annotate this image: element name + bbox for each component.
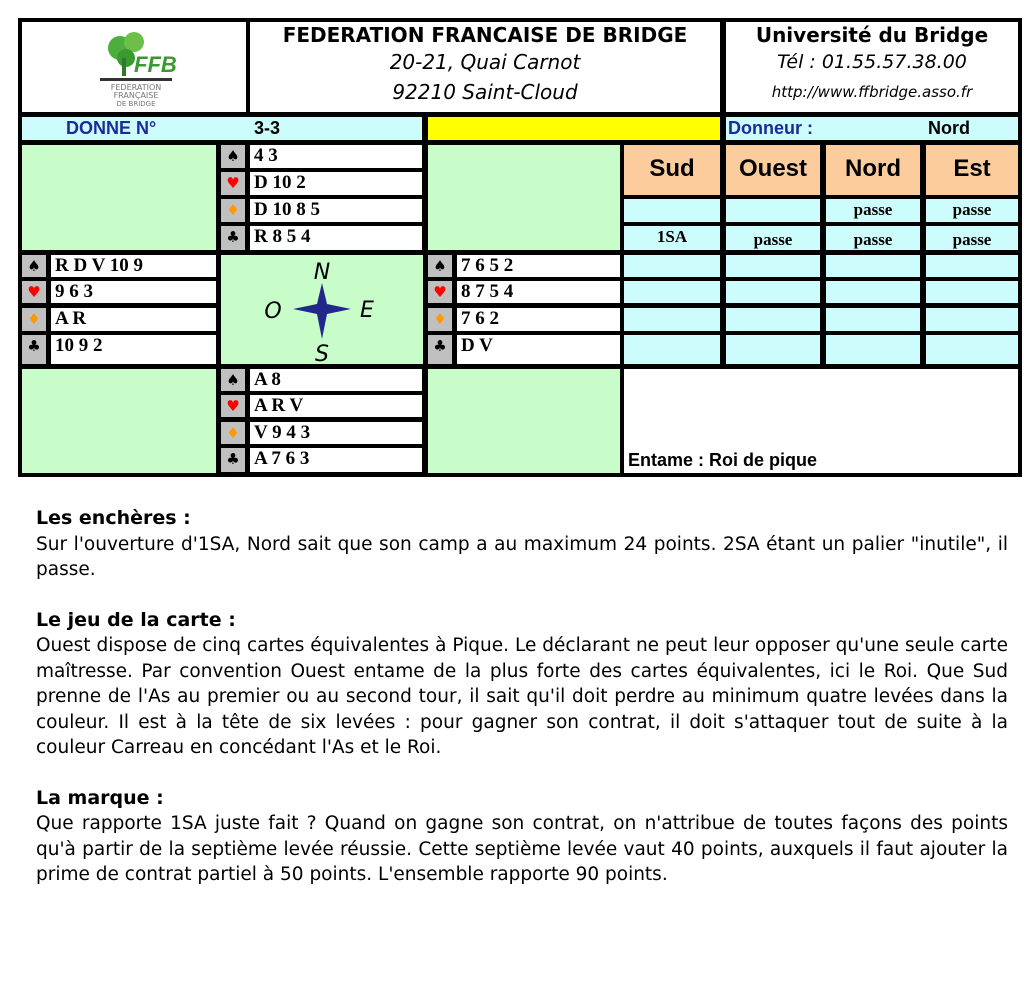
section-jeu	[36, 608, 1008, 761]
opening-lead: Entame : Roi de pique	[628, 450, 818, 470]
svg-text:FFB: FFB	[134, 52, 177, 77]
diamond-icon: ♦	[221, 199, 245, 222]
bid-cell	[826, 335, 920, 364]
section-marque	[36, 786, 1008, 888]
donne-row	[22, 117, 422, 140]
south-club-cards: A 7 6 3	[250, 448, 422, 472]
commentary	[36, 506, 1008, 888]
yellow-field	[428, 117, 720, 140]
east-spade-cards: 7 6 5 2	[457, 255, 620, 277]
svg-text:DE BRIDGE: DE BRIDGE	[116, 100, 156, 108]
section-encheres	[36, 506, 1008, 583]
club-icon: ♣	[428, 335, 452, 364]
bid-header-0: Sud	[624, 145, 720, 195]
section-title: Le jeu de la carte :	[36, 608, 236, 631]
heart-icon: ♥	[22, 281, 46, 303]
section-body: Sur l'ouverture d'1SA, Nord sait que son camp a au maximum 24 points. 2SA étant un palier "inutile", il passe.	[36, 533, 1008, 580]
bid-cell: 1SA	[624, 226, 720, 250]
bid-header-2: Nord	[826, 145, 920, 195]
spade-icon: ♠	[221, 369, 245, 391]
bid-cell	[726, 281, 820, 303]
heart-icon: ♥	[221, 395, 245, 417]
section-body: Ouest dispose de cinq cartes équivalentes à Pique. Le déclarant ne peut leur opposer qu'une seule carte maîtresse. Par convention Ouest entame de la plus forte des cartes équivalentes, ici le Roi. Que Sud prenne de l'As au premier ou au second tour, il sait qu'il doit perdre au minimum quatre levées dans la couleur. Il est à la tête de six levées : pour gagner son contrat, il doit s'attaquer tout de suite à la couleur Carreau en concédant l'As et le Roi.	[36, 635, 1008, 758]
section-title: La marque :	[36, 786, 164, 809]
north-heart-cards: D 10 2	[250, 172, 422, 195]
donne-label: DONNE N°	[66, 118, 157, 138]
bid-cell	[624, 199, 720, 222]
bid-cell: passe	[926, 226, 1018, 250]
corner-sw	[22, 369, 216, 473]
donne-number: 3-3	[254, 118, 281, 138]
spade-icon: ♠	[221, 145, 245, 168]
bid-cell	[926, 255, 1018, 277]
bid-cell	[624, 281, 720, 303]
north-spade-cards: 4 3	[250, 145, 422, 168]
east-heart-cards: 8 7 5 4	[457, 281, 620, 303]
section-body: Que rapporte 1SA juste fait ? Quand on gagne son contrat, on n'attribue de toutes façons des points qu'à partir de la septième levée réussie. Cette septième levée vaut 40 points, auxquels il faut ajouter la prime de contrat partiel à 50 points. L'ensemble rapporte 90 points.	[36, 813, 1008, 885]
address-line-1: 20-21, Quai Carnot	[389, 50, 581, 74]
diamond-icon: ♦	[221, 422, 245, 444]
tree-logo-icon	[22, 22, 246, 112]
bid-header-3: Est	[926, 145, 1018, 195]
federation-info	[250, 22, 720, 112]
lead-box	[624, 369, 1018, 473]
dealer-label: Donneur :	[728, 118, 813, 138]
bid-cell	[826, 281, 920, 303]
bid-cell	[826, 308, 920, 331]
bid-cell	[726, 335, 820, 364]
spade-icon: ♠	[428, 255, 452, 277]
spade-icon: ♠	[22, 255, 46, 277]
compass-n: N	[313, 260, 331, 285]
north-diamond-cards: D 10 8 5	[250, 199, 422, 222]
bid-cell	[726, 255, 820, 277]
east-diamond-cards: 7 6 2	[457, 308, 620, 331]
east-club-cards: D V	[457, 335, 620, 364]
bid-header-1: Ouest	[726, 145, 820, 195]
website-link[interactable]: http://www.ffbridge.asso.fr	[771, 83, 973, 101]
corner-ne	[428, 145, 620, 250]
west-heart-cards: 9 6 3	[51, 281, 216, 303]
dealer-row	[726, 117, 1018, 140]
bid-cell: passe	[826, 226, 920, 250]
diamond-icon: ♦	[428, 308, 452, 331]
bid-cell	[826, 255, 920, 277]
club-icon: ♣	[221, 226, 245, 250]
south-heart-cards: A R V	[250, 395, 422, 417]
bid-cell	[726, 199, 820, 222]
compass-rose	[221, 255, 423, 364]
compass-e: E	[360, 298, 374, 323]
bid-cell	[926, 281, 1018, 303]
bid-cell	[726, 308, 820, 331]
section-title: Les enchères :	[36, 507, 191, 529]
bid-cell: passe	[826, 199, 920, 222]
federation-name: FEDERATION FRANCAISE DE BRIDGE	[282, 23, 688, 47]
heart-icon: ♥	[428, 281, 452, 303]
bid-cell	[624, 335, 720, 364]
south-spade-cards: A 8	[250, 369, 422, 391]
deal-board	[18, 18, 1022, 477]
bid-cell	[624, 308, 720, 331]
bid-cell: passe	[926, 199, 1018, 222]
north-club-cards: R 8 5 4	[250, 226, 422, 250]
university-name: Université du Bridge	[755, 23, 989, 47]
compass-o: O	[264, 299, 282, 324]
west-club-cards: 10 9 2	[51, 335, 216, 364]
club-icon: ♣	[221, 448, 245, 472]
compass-s: S	[315, 342, 329, 364]
university-info	[726, 22, 1018, 112]
heart-icon: ♥	[221, 172, 245, 195]
dealer-value: Nord	[928, 118, 970, 138]
bid-cell	[926, 335, 1018, 364]
telephone: Tél : 01.55.57.38.00	[777, 51, 967, 73]
corner-nw	[22, 145, 216, 250]
compass-star-icon	[293, 283, 351, 339]
club-icon: ♣	[22, 335, 46, 364]
west-diamond-cards: A R	[51, 308, 216, 331]
west-spade-cards: R D V 10 9	[51, 255, 216, 277]
ffb-logo	[22, 22, 246, 112]
diamond-icon: ♦	[22, 308, 46, 331]
svg-text:FEDERATION: FEDERATION	[110, 83, 162, 92]
bid-cell	[624, 255, 720, 277]
bid-cell	[926, 308, 1018, 331]
corner-se	[428, 369, 620, 473]
svg-text:FRANÇAISE: FRANÇAISE	[113, 91, 159, 100]
address-line-2: 92210 Saint-Cloud	[392, 80, 578, 104]
south-diamond-cards: V 9 4 3	[250, 422, 422, 444]
bid-cell: passe	[726, 226, 820, 250]
